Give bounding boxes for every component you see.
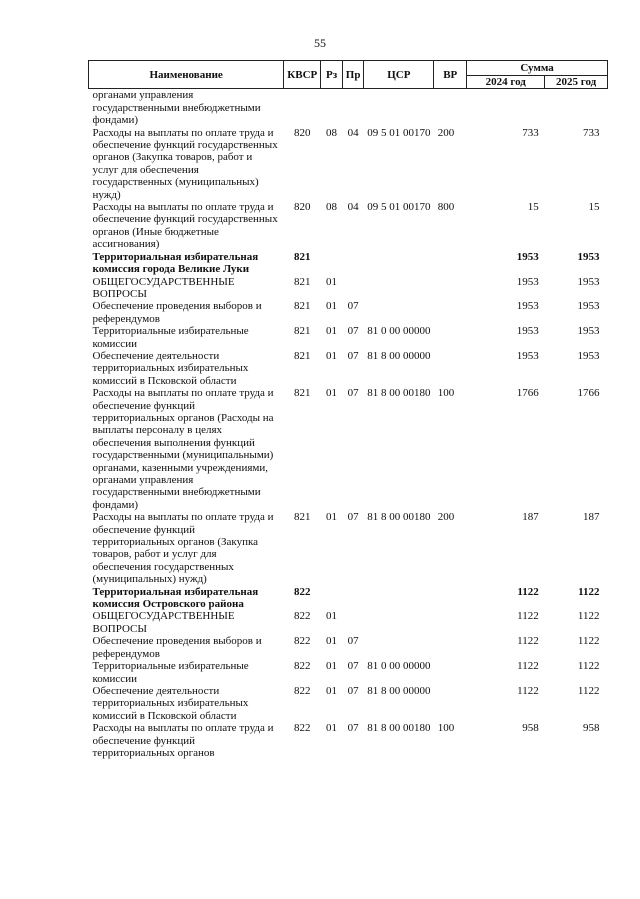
- table-row: [89, 251, 608, 276]
- cell-kvsr: 822: [294, 610, 311, 623]
- table-header: [89, 61, 608, 89]
- table-row: [89, 722, 608, 759]
- cell-kvsr: 820: [294, 126, 311, 139]
- cell-y2024: 15: [527, 201, 539, 214]
- cell-y2024: 1122: [517, 585, 539, 598]
- cell-y2025: 1122: [577, 660, 600, 673]
- cell-rz: [321, 89, 343, 127]
- cell-kvsr: 821: [294, 387, 311, 400]
- cell-y2025: 958: [583, 722, 600, 735]
- cell-y2025: 1122: [577, 635, 600, 648]
- cell-y2024: 1122: [517, 610, 539, 623]
- cell-rz: 01: [326, 387, 338, 400]
- cell-rz: 01: [326, 275, 338, 288]
- cell-rz: [321, 251, 343, 276]
- cell-csr: 81 0 00 00000: [367, 660, 431, 673]
- page-number: 55: [314, 36, 326, 50]
- cell-y2024: 1766: [516, 387, 539, 400]
- cell-csr: 81 8 00 00180: [367, 387, 431, 400]
- cell-y2025: [545, 89, 608, 127]
- cell-pr: [342, 276, 364, 301]
- cell-name: Обеспечение проведения выборов и референдумов: [92, 635, 262, 660]
- table-row: [89, 350, 608, 387]
- cell-y2025: 1953: [577, 250, 600, 263]
- cell-y2025: 1122: [577, 684, 600, 697]
- cell-vr: 800: [437, 201, 455, 214]
- table-body: [89, 89, 608, 759]
- cell-kvsr: 821: [294, 250, 311, 263]
- table-row: [89, 325, 608, 350]
- cell-y2024: 1953: [516, 349, 539, 362]
- cell-name: Обеспечение проведения выборов и референдумов: [92, 300, 262, 325]
- cell-vr: [434, 586, 467, 611]
- cell-csr: 81 8 00 00180: [367, 722, 431, 735]
- cell-rz: 01: [326, 610, 338, 623]
- cell-name: Обеспечение деятельности территориальных избирательных комиссий в Псковской области: [92, 684, 249, 722]
- cell-pr: 07: [347, 325, 359, 338]
- cell-pr: [342, 251, 364, 276]
- cell-y2025: 1953: [577, 325, 600, 338]
- table-row: [89, 201, 608, 251]
- cell-name: Расходы на выплаты по оплате труда и обеспечение функций государственных органов (Закупка товаров, работ и услуг для обеспечения государственных (муниципальных) нужд): [92, 126, 278, 201]
- cell-rz: 01: [326, 635, 338, 648]
- cell-vr: [434, 660, 467, 685]
- cell-name: ОБЩЕГОСУДАРСТВЕННЫЕ ВОПРОСЫ: [92, 275, 235, 300]
- cell-csr: 09 5 01 00170: [367, 126, 431, 139]
- cell-y2024: 1122: [517, 684, 539, 697]
- cell-kvsr: 821: [294, 511, 311, 524]
- cell-rz: 08: [326, 126, 338, 139]
- cell-y2024: 1953: [516, 275, 539, 288]
- header-name: Наименование: [89, 61, 284, 89]
- cell-vr: [434, 251, 467, 276]
- cell-kvsr: 821: [294, 349, 311, 362]
- header-year-2025: 2025 год: [545, 76, 608, 89]
- table-row: [89, 660, 608, 685]
- cell-y2024: 1953: [516, 325, 539, 338]
- cell-csr: 09 5 01 00170: [367, 201, 431, 214]
- table-row: [89, 387, 608, 511]
- cell-kvsr: 822: [294, 684, 311, 697]
- table-row: [89, 586, 608, 611]
- cell-rz: 01: [326, 660, 338, 673]
- header-csr: ЦСР: [364, 61, 434, 89]
- cell-name: Расходы на выплаты по оплате труда и обеспечение функций территориальных органов (Закупка товаров, работ и услуг для обеспечения государственных (муниципальных) нужд): [92, 511, 274, 586]
- table-row: [89, 276, 608, 301]
- cell-csr: [364, 300, 434, 325]
- cell-pr: [342, 610, 364, 635]
- header-vr: ВР: [434, 61, 467, 89]
- cell-name: Территориальная избирательная комиссия Островского района: [92, 585, 259, 611]
- cell-name: Территориальные избирательные комиссии: [92, 660, 249, 685]
- cell-vr: 100: [437, 387, 455, 400]
- cell-vr: 200: [437, 126, 455, 139]
- cell-y2024: 1122: [517, 635, 539, 648]
- cell-vr: 200: [437, 511, 455, 524]
- cell-pr: 04: [347, 126, 359, 139]
- cell-rz: 01: [326, 722, 338, 735]
- cell-vr: [434, 685, 467, 722]
- cell-rz: 01: [326, 684, 338, 697]
- cell-pr: 07: [347, 349, 359, 362]
- cell-csr: 81 8 00 00180: [367, 511, 431, 524]
- cell-y2024: 187: [522, 511, 539, 524]
- cell-vr: [434, 635, 467, 660]
- cell-y2025: 733: [583, 126, 600, 139]
- cell-y2024: 958: [522, 722, 539, 735]
- cell-kvsr: 822: [294, 722, 311, 735]
- cell-name: Территориальная избирательная комиссия города Великие Луки: [92, 250, 259, 276]
- cell-csr: 81 8 00 00000: [367, 349, 431, 362]
- cell-csr: [364, 251, 434, 276]
- cell-y2025: 1953: [577, 275, 600, 288]
- header-year-2024: 2024 год: [467, 76, 545, 89]
- cell-name: Территориальные избирательные комиссии: [92, 325, 249, 350]
- cell-name: Обеспечение деятельности территориальных избирательных комиссий в Псковской области: [92, 349, 249, 387]
- cell-vr: [434, 89, 467, 127]
- cell-kvsr: 821: [294, 275, 311, 288]
- cell-csr: [364, 89, 434, 127]
- table-row: [89, 635, 608, 660]
- table-row: [89, 89, 608, 127]
- cell-name: ОБЩЕГОСУДАРСТВЕННЫЕ ВОПРОСЫ: [92, 610, 235, 635]
- cell-pr: [342, 586, 364, 611]
- cell-csr: [364, 635, 434, 660]
- cell-rz: [321, 586, 343, 611]
- cell-kvsr: 822: [294, 585, 311, 598]
- cell-kvsr: 820: [294, 201, 311, 214]
- cell-pr: 07: [347, 722, 359, 735]
- cell-vr: 100: [437, 722, 455, 735]
- cell-kvsr: 821: [294, 300, 311, 313]
- cell-name: Расходы на выплаты по оплате труда и обеспечение функций территориальных органов: [92, 722, 274, 759]
- cell-y2025: 1122: [578, 585, 600, 598]
- table-row: [89, 511, 608, 585]
- cell-vr: [434, 610, 467, 635]
- cell-y2025: 187: [583, 511, 600, 524]
- cell-rz: 01: [326, 300, 338, 313]
- cell-kvsr: 822: [294, 660, 311, 673]
- cell-csr: 81 8 00 00000: [367, 684, 431, 697]
- cell-vr: [434, 300, 467, 325]
- cell-kvsr: 822: [294, 635, 311, 648]
- cell-csr: 81 0 00 00000: [367, 325, 431, 338]
- cell-kvsr: 821: [294, 325, 311, 338]
- header-sum: Сумма: [467, 61, 608, 76]
- cell-pr: [342, 89, 364, 127]
- header-kvsr: КВСР: [284, 61, 321, 89]
- cell-y2024: 1953: [516, 250, 539, 263]
- cell-csr: [364, 586, 434, 611]
- cell-y2025: 1766: [577, 387, 600, 400]
- cell-vr: [434, 276, 467, 301]
- cell-y2025: 1122: [577, 610, 600, 623]
- cell-name: Расходы на выплаты по оплате труда и обеспечение функций государственных органов (Иные бюджетные ассигнования): [92, 201, 278, 251]
- header-rz: Рз: [321, 61, 343, 89]
- cell-y2025: 1953: [577, 349, 600, 362]
- budget-table-container: [88, 60, 608, 759]
- cell-csr: [364, 610, 434, 635]
- table-row: [89, 685, 608, 722]
- cell-rz: 01: [326, 349, 338, 362]
- table-row: [89, 610, 608, 635]
- cell-vr: [434, 325, 467, 350]
- cell-rz: 08: [326, 201, 338, 214]
- cell-pr: 07: [347, 300, 359, 313]
- table-row: [89, 300, 608, 325]
- cell-rz: 01: [326, 325, 338, 338]
- cell-name: органами управления государственными внебюджетными фондами): [92, 89, 261, 127]
- cell-y2024: 1953: [516, 300, 539, 313]
- cell-y2024: 733: [522, 126, 539, 139]
- cell-pr: 07: [347, 387, 359, 400]
- cell-y2025: 1953: [577, 300, 600, 313]
- header-pr: Пр: [342, 61, 364, 89]
- cell-pr: 07: [347, 684, 359, 697]
- cell-pr: 04: [347, 201, 359, 214]
- cell-rz: 01: [326, 511, 338, 524]
- cell-y2025: 15: [588, 201, 600, 214]
- cell-vr: [434, 350, 467, 387]
- cell-pr: 07: [347, 635, 359, 648]
- cell-name: Расходы на выплаты по оплате труда и обеспечение функций территориальных органов (Расходы на выплаты персоналу в целях обеспечения выполнения функций государственными (муниципальными) органами, казенными учреждениями, органами управления государственными внебюджетными фондами): [92, 387, 274, 511]
- cell-pr: 07: [347, 660, 359, 673]
- budget-table: [88, 60, 608, 759]
- table-row: [89, 127, 608, 201]
- cell-csr: [364, 276, 434, 301]
- cell-y2024: [467, 89, 545, 127]
- cell-kvsr: [284, 89, 321, 127]
- cell-pr: 07: [347, 511, 359, 524]
- cell-y2024: 1122: [517, 660, 539, 673]
